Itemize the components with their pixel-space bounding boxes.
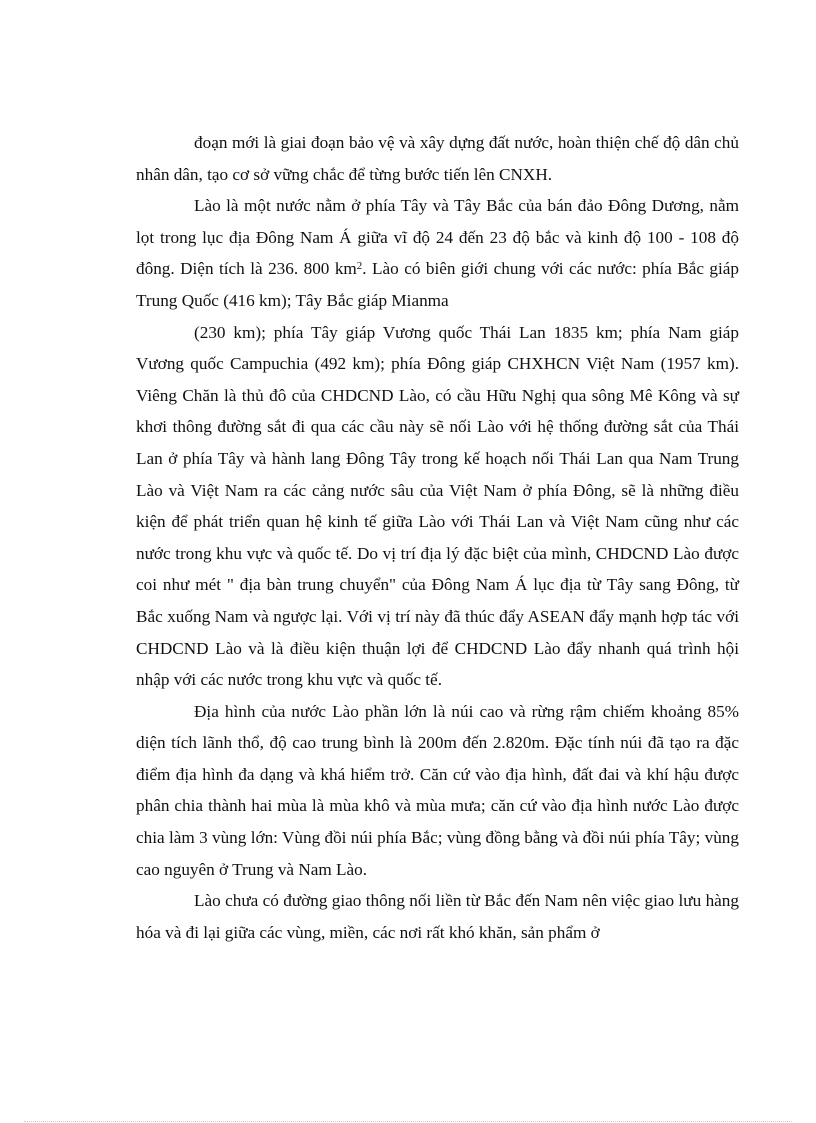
page-bottom-divider: [24, 1121, 792, 1122]
paragraph-borders: (230 km); phía Tây giáp Vương quốc Thái Lan 1835 km; phía Nam giáp Vương quốc Campuchia (492 km); phía Đông giáp CHXHCN Việt Nam (1957 km). Viêng Chăn là thủ đô của CHDCND Lào, có cầu Hữu Nghị qua sông Mê Kông và sự khơi thông đường sắt đi qua các cầu này sẽ nối Lào với hệ thống đường sắt của Thái Lan ở phía Tây và hành lang Đông Tây trong kế hoạch nối Thái Lan qua Nam Trung Lào và Việt Nam ra các cảng nước sâu của Việt Nam ở phía Đông, sẽ là những điều kiện để phát triển quan hệ kinh tế giữa Lào với Thái Lan và Việt Nam cũng như các nước trong khu vực và quốc tế. Do vị trí địa lý đặc biệt của mình, CHDCND Lào được coi như mét " địa bàn trung chuyển" của Đông Nam Á lục địa từ Tây sang Đông, từ Bắc xuống Nam và ngược lại. Với vị trí này đã thúc đẩy ASEAN đẩy mạnh hợp tác với CHDCND Lào và là điều kiện thuận lợi để CHDCND Lào đẩy nhanh quá trình hội nhập với các nước trong khu vực và quốc tế.: [136, 322, 739, 690]
paragraph-location: [136, 190, 739, 316]
area-superscript: 2: [356, 260, 363, 273]
paragraph-terrain: Địa hình của nước Lào phần lớn là núi cao và rừng rậm chiếm khoảng 85% diện tích lãnh thổ, độ cao trung bình là 200m đến 2.820m. Đặc tính núi đã tạo ra đặc điểm địa hình đa dạng và khá hiểm trở. Căn cứ vào địa hình, đất đai và khí hậu được phân chia thành hai mùa là mùa khô và mùa mưa; căn cứ vào địa hình nước Lào được chia làm 3 vùng lớn: Vùng đồi núi phía Bắc; vùng đồng bằng và đồi núi phía Tây; vùng cao nguyên ở Trung và Nam Lào.: [136, 701, 739, 879]
body-text: [136, 127, 739, 948]
paragraph-location-text: Lào là một nước nằm ở phía Tây và Tây Bắc của bán đảo Đông Dương, nằm lọt trong lục địa Đông Nam Á giữa vĩ độ 24 đến 23 độ bắc và kinh độ 100 - 108 độ đông. Diện tích là 236. 800 km: [136, 196, 739, 279]
paragraph-location-text-end: . Lào có biên giới chung với các nước: phía Bắc giáp Trung Quốc (416 km); Tây Bắc giáp Mianma: [136, 259, 739, 310]
paragraph-transport: Lào chưa có đường giao thông nối liền từ Bắc đến Nam nên việc giao lưu hàng hóa và đi lại giữa các vùng, miền, các nơi rất khó khăn, sản phẩm ở: [136, 891, 739, 942]
paragraph-continuation: đoạn mới là giai đoạn bảo vệ và xây dựng đất nước, hoàn thiện chế độ dân chủ nhân dân, tạo cơ sở vững chắc để từng bước tiến lên CNXH.: [136, 133, 739, 184]
